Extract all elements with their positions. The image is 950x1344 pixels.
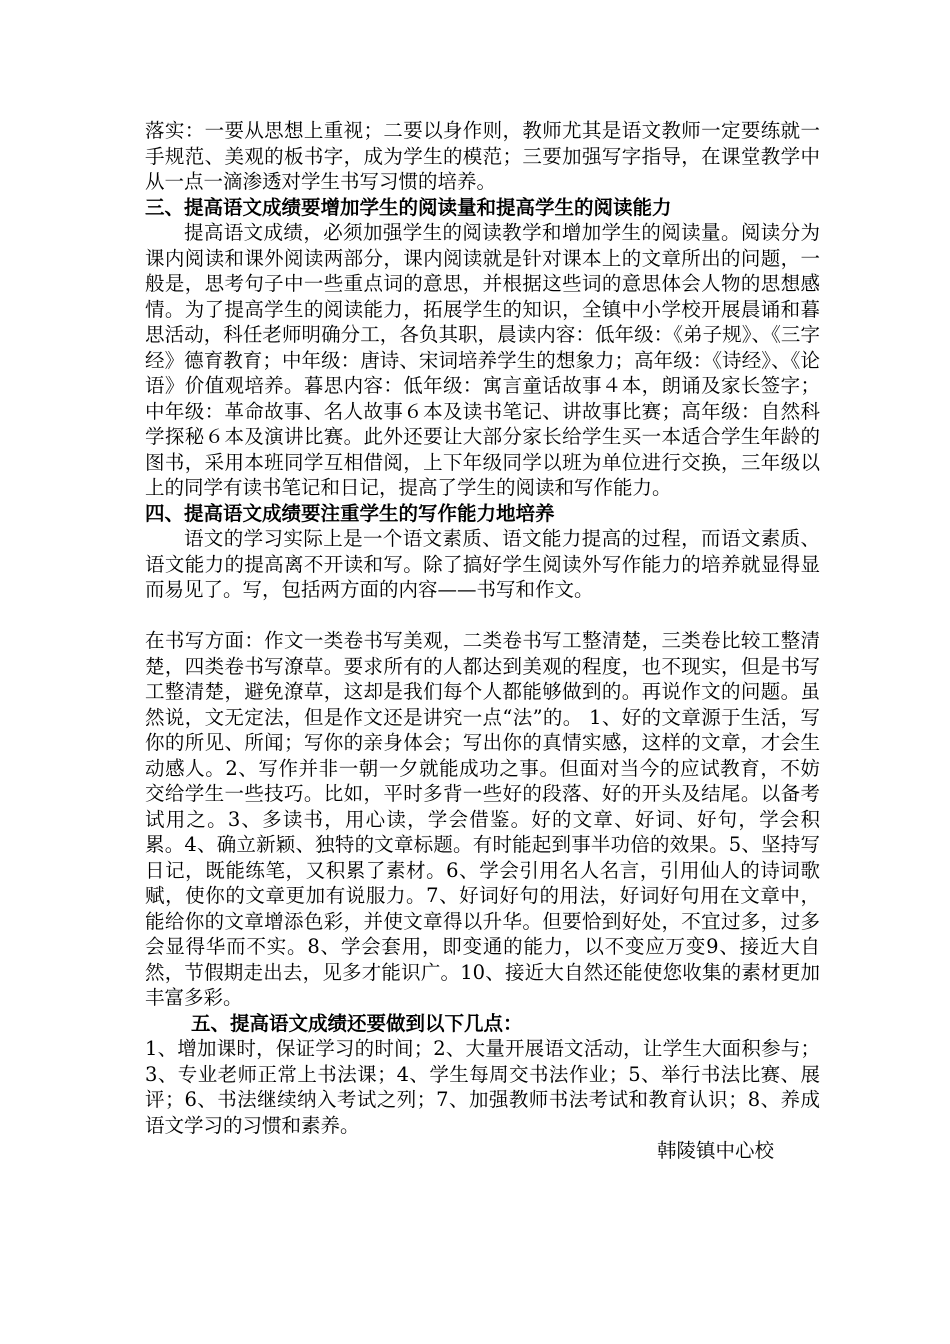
paragraph-writing-intro: 语文的学习实际上是一个语文素质、语文能力提高的过程，而语文素质、语文能力的提高离不开读和写。除了搞好学生阅读外写作能力的培养就显得显而易见了。写，包括两方面的内容——书写和作文。 xyxy=(145,527,820,601)
blank-line xyxy=(145,603,820,629)
section-heading-5: 五、提高语文成绩还要做到以下几点： xyxy=(191,1011,523,1035)
signature: 韩陵镇中心校 xyxy=(656,1139,774,1162)
paragraph-writing-tips: 在书写方面：作文一类卷书写美观，二类卷书写工整清楚，三类卷比较工整清楚，四类卷书写潦草。要求所有的人都达到美观的程度，也不现实，但是书写工整清楚，避免潦草，这却是我们每个人都能够做到的。再说作文的问题。虽然说，文无定法，但是作文还是讲究一点“法”的。 1、好的文章源于生活，写你的所见、所闻；写你的亲身体会；写出你的真情实感，这样的文章，才会生动感人。2、写作并非一朝一夕就能成功之事。但面对当今的应试教育，不妨交给学生一些技巧。比如，平时多背一些好的段落、好的开头及结尾。以备考试用之。3、多读书，用心读，学会借鉴。好的文章、好词、好句，学会积累。4、确立新颖、独特的文章标题。有时能起到事半功倍的效果。5、坚持写日记，既能练笔，又积累了素材。6、学会引用名人名言，引用仙人的诗词歌赋，使你的文章更加有说服力。7、好词好句的用法，好词好句用在文章中，能给你的文章增添色彩，并使文章得以升华。但要恰到好处，不宜过多，过多会显得华而不实。8、学会套用，即变通的能力，以不变应万变9、接近大自然，节假期走出去，见多才能识广。10、接近大自然还能使您收集的素材更加丰富多彩。 xyxy=(145,629,820,1009)
document-body xyxy=(145,118,820,1164)
paragraph-measures: 1、增加课时，保证学习的时间；2、大量开展语文活动，让学生大面积参与；3、专业老师正常上书法课；4、学生每周交书法作业；5、举行书法比赛、展评；6、书法继续纳入考试之列；7、加强教师书法考试和教育认识；8、养成语文学习的习惯和素养。 xyxy=(145,1037,820,1137)
paragraph-reading: 提高语文成绩，必须加强学生的阅读教学和增加学生的阅读量。阅读分为课内阅读和课外阅读两部分，课内阅读就是针对课本上的文章所出的问题，一般是，思考句子中一些重点词的意思，并根据这些词的意思体会人物的思想感情。为了提高学生的阅读能力，拓展学生的知识，全镇中小学校开展晨诵和暮思活动，科任老师明确分工，各负其职，晨读内容：低年级：《弟子规》、《三字经》德育教育；中年级：唐诗、宋词培养学生的想象力；高年级：《诗经》、《论语》价值观培养。暮思内容：低年级：寓言童话故事４本，朗诵及家长签字；中年级：革命故事、名人故事６本及读书笔记、讲故事比赛；高年级：自然科学探秘６本及演讲比赛。此外还要让大部分家长给学生买一本适合学生年龄的图书，采用本班同学互相借阅，上下年级同学以班为单位进行交换，三年级以上的同学有读书笔记和日记，提高了学生的阅读和写作能力。 xyxy=(145,221,820,499)
section-heading-3: 三、提高语文成绩要增加学生的阅读量和提高学生的阅读能力 xyxy=(145,195,672,219)
section-heading-4: 四、提高语文成绩要注重学生的写作能力地培养 xyxy=(145,501,555,525)
paragraph-writing-implementation: 落实：一要从思想上重视；二要以身作则，教师尤其是语文教师一定要练就一手规范、美观的板书字，成为学生的模范；三要加强写字指导，在课堂教学中从一点一滴渗透对学生书写习惯的培养。 xyxy=(145,119,820,193)
